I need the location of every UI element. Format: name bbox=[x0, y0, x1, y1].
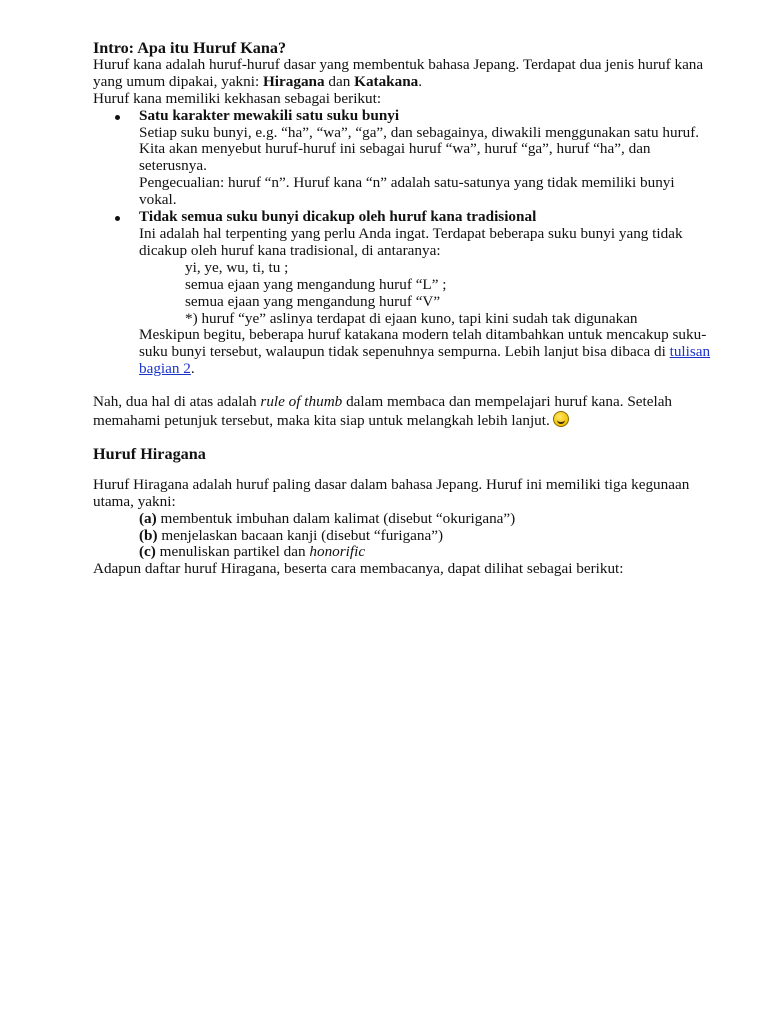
honorific-term: honorific bbox=[309, 543, 366, 561]
use-label: (c) bbox=[139, 543, 156, 561]
summary-text-end: dalam membaca dan mempelajari huruf kana. Setelah memahami petunjuk tersebut, maka kita siap untuk melangkah lebih lanjut. bbox=[93, 393, 673, 430]
intro-text: Huruf kana adalah huruf-huruf dasar yang membentuk bahasa Jepang. Terdapat dua jenis huruf kana yang umum dipakai, yakni: bbox=[93, 55, 704, 90]
sub-item-note: *) huruf “ye” aslinya terdapat di ejaan kuno, tapi kini sudah tak digunakan bbox=[185, 309, 638, 327]
intro-heading: Intro: Apa itu Huruf Kana? bbox=[93, 39, 287, 57]
hiragana-use-item bbox=[93, 528, 713, 545]
hiragana-use-item bbox=[93, 544, 713, 561]
hiragana-term: Hiragana bbox=[262, 72, 325, 90]
characteristics-intro: Huruf kana memiliki kekhasan sebagai berikut: bbox=[93, 89, 382, 107]
use-text: membentuk imbuhan dalam kalimat (disebut “okurigana”) bbox=[156, 509, 516, 527]
summary-text: Nah, dua hal di atas adalah bbox=[93, 393, 261, 411]
list-item-title: Tidak semua suku bunyi dicakup oleh huruf kana tradisional bbox=[139, 208, 537, 226]
summary-paragraph bbox=[93, 394, 713, 430]
hiragana-heading: Huruf Hiragana bbox=[93, 444, 206, 463]
spacer bbox=[93, 463, 713, 477]
list-item-body: Setiap suku bunyi, e.g. “ha”, “wa”, “ga”, dan sebagainya, diwakili menggunakan satu huruf. Kita akan menyebut huruf-huruf ini sebagai huruf “wa”, huruf “ga”, huruf “ha”, dan seterusnya. bbox=[139, 123, 700, 175]
list-item-body bbox=[93, 327, 713, 378]
smiley-face-icon bbox=[553, 411, 569, 427]
intro-paragraph bbox=[93, 57, 713, 91]
tulisan-bagian-2-link[interactable]: tulisan bagian 2 bbox=[139, 343, 711, 378]
katakana-term: Katakana bbox=[354, 72, 419, 90]
hiragana-list-intro: Adapun daftar huruf Hiragana, beserta cara membacanya, dapat dilihat sebagai berikut: bbox=[93, 560, 624, 578]
list-item-exception: Pengecualian: huruf “n”. Huruf kana “n” adalah satu-satunya yang tidak memiliki bunyi vokal. bbox=[139, 174, 675, 209]
use-text: menuliskan partikel dan bbox=[155, 543, 310, 561]
use-label: (b) bbox=[139, 526, 158, 544]
spacer bbox=[93, 378, 713, 394]
sub-item: semua ejaan yang mengandung huruf “L” ; bbox=[185, 275, 447, 293]
continuation-text: Meskipun begitu, beberapa huruf katakana modern telah ditambahkan untuk mencakup suku-suku bunyi tersebut, walaupun tidak sepenuhnya sempurna. Lebih lanjut bisa dibaca di bbox=[139, 326, 707, 361]
conjunction-text: dan bbox=[324, 72, 355, 90]
sub-item: semua ejaan yang mengandung huruf “V” bbox=[185, 292, 441, 310]
rule-of-thumb-term: rule of thumb bbox=[260, 393, 343, 411]
hiragana-use-item bbox=[93, 511, 713, 528]
sub-item: yi, ye, wu, ti, tu ; bbox=[185, 258, 289, 276]
hiragana-paragraph: Huruf Hiragana adalah huruf paling dasar dalam bahasa Jepang. Huruf ini memiliki tiga kegunaan utama, yakni: bbox=[93, 475, 690, 510]
characteristics-list bbox=[93, 108, 713, 260]
list-item-body: Ini adalah hal terpenting yang perlu Anda ingat. Terdapat beberapa suku bunyi yang tidak dicakup oleh huruf kana tradisional, di antaranya: bbox=[139, 224, 683, 259]
list-item-title: Satu karakter mewakili satu suku bunyi bbox=[139, 106, 400, 124]
use-label: (a) bbox=[139, 509, 157, 527]
use-text: menjelaskan bacaan kanji (disebut “furigana”) bbox=[157, 526, 444, 544]
period-text: . bbox=[418, 72, 423, 90]
list-item bbox=[93, 108, 713, 209]
spacer bbox=[93, 430, 713, 446]
period-text: . bbox=[190, 360, 195, 378]
document-content bbox=[93, 40, 713, 578]
list-item bbox=[93, 209, 713, 260]
